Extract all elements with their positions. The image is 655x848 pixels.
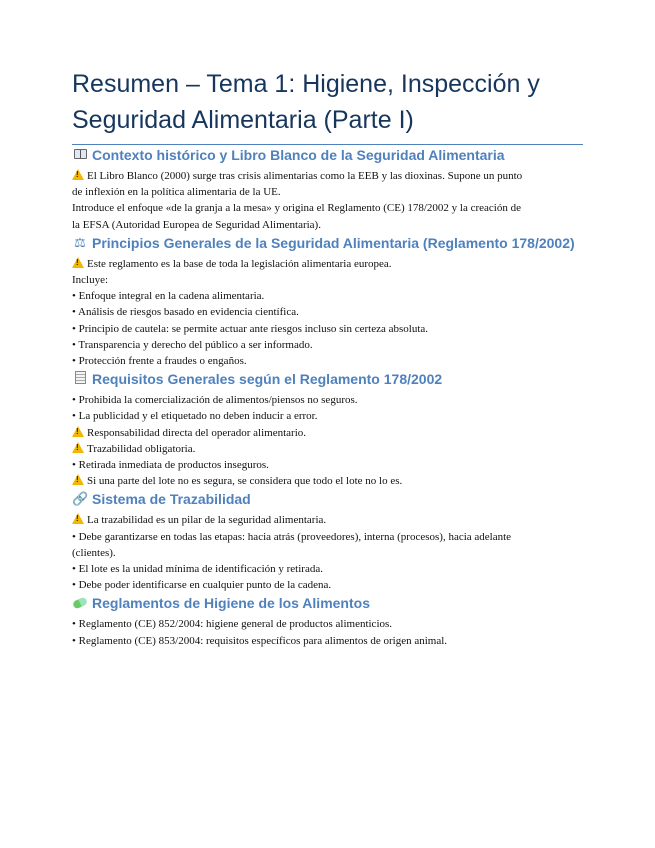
list-item: • Reglamento (CE) 853/2004: requisitos específicos para alimentos de origen animal. (72, 633, 583, 649)
section-historical-context (72, 145, 583, 233)
memo-icon (72, 371, 88, 388)
open-book-icon (72, 147, 88, 163)
list-item: • El lote es la unidad mínima de identificación y retirada. (72, 561, 583, 577)
list-item-continuation: (clientes). (72, 546, 116, 559)
document-title-line-2: Seguridad Alimentaria (Parte I) (72, 106, 414, 134)
list-item: !Si una parte del lote no es segura, se considera que todo el lote no lo es. (72, 473, 583, 489)
document-title (72, 66, 583, 138)
section-heading (72, 489, 583, 509)
section-heading-text: Principios Generales de la Seguridad Alimentaria (Reglamento 178/2002) (92, 234, 575, 251)
section-hygiene-regulations (72, 593, 583, 648)
warning-icon (72, 474, 84, 485)
list-item: !Trazabilidad obligatoria. (72, 441, 583, 457)
section-general-principles (72, 233, 583, 369)
warning-icon (72, 442, 84, 453)
warning-icon (72, 513, 84, 524)
warning-icon (72, 169, 84, 180)
paragraph-line: Incluye: (72, 274, 109, 287)
section-heading (72, 145, 583, 165)
list-item: • Principio de cautela: se permite actuar ante riesgos incluso sin certeza absoluta. (72, 321, 583, 337)
section-heading-text: Sistema de Trazabilidad (92, 491, 251, 508)
section-traceability (72, 489, 583, 593)
list-item: • Análisis de riesgos basado en evidencia científica. (72, 304, 583, 320)
list-item: • Debe poder identificarse en cualquier punto de la cadena. (72, 577, 583, 593)
section-heading (72, 369, 583, 389)
list-item: • Prohibida la comercialización de alimentos/piensos no seguros. (72, 392, 583, 408)
section-heading-text: Reglamentos de Higiene de los Alimentos (92, 595, 370, 612)
paragraph-line: !El Libro Blanco (2000) surge tras crisis alimentarias como la EEB y las dioxinas. Supone un punto (72, 168, 583, 184)
warning-icon (72, 426, 84, 437)
list-item: • Enfoque integral en la cadena alimentaria. (72, 288, 583, 304)
section-general-requirements (72, 369, 583, 489)
paragraph-line: Introduce el enfoque «de la granja a la mesa» y origina el Reglamento (CE) 178/2002 y la creación de (72, 202, 521, 215)
paragraph-line: de inflexión en la política alimentaria de la UE. (72, 186, 281, 199)
pill-icon (72, 595, 88, 611)
section-heading-text: Requisitos Generales según el Reglamento 178/2002 (92, 371, 443, 388)
link-icon: 🔗 (72, 491, 89, 507)
list-item: • Retirada inmediata de productos inseguros. (72, 457, 583, 473)
paragraph-line: la EFSA (Autoridad Europea de Seguridad Alimentaria). (72, 218, 321, 231)
list-item: !Responsabilidad directa del operador alimentario. (72, 425, 583, 441)
list-item: • Debe garantizarse en todas las etapas: hacia atrás (proveedores), interna (procesos), hacia adelante (72, 529, 583, 545)
list-item: • La publicidad y el etiquetado no deben inducir a error. (72, 408, 583, 424)
balance-scale-icon: ⚖ (74, 234, 86, 250)
document-title-line-1: Resumen – Tema 1: Higiene, Inspección y (72, 70, 540, 98)
warning-icon (72, 257, 84, 268)
section-heading (72, 593, 583, 613)
list-item: • Reglamento (CE) 852/2004: higiene general de productos alimenticios. (72, 616, 583, 632)
list-item: !La trazabilidad es un pilar de la seguridad alimentaria. (72, 512, 583, 528)
section-heading-text: Contexto histórico y Libro Blanco de la Seguridad Alimentaria (92, 147, 505, 163)
paragraph-line: !Este reglamento es la base de toda la legislación alimentaria europea. (72, 256, 583, 272)
list-item: • Protección frente a fraudes o engaños. (72, 353, 583, 369)
list-item: • Transparencia y derecho del público a ser informado. (72, 337, 583, 353)
section-heading (72, 233, 583, 253)
